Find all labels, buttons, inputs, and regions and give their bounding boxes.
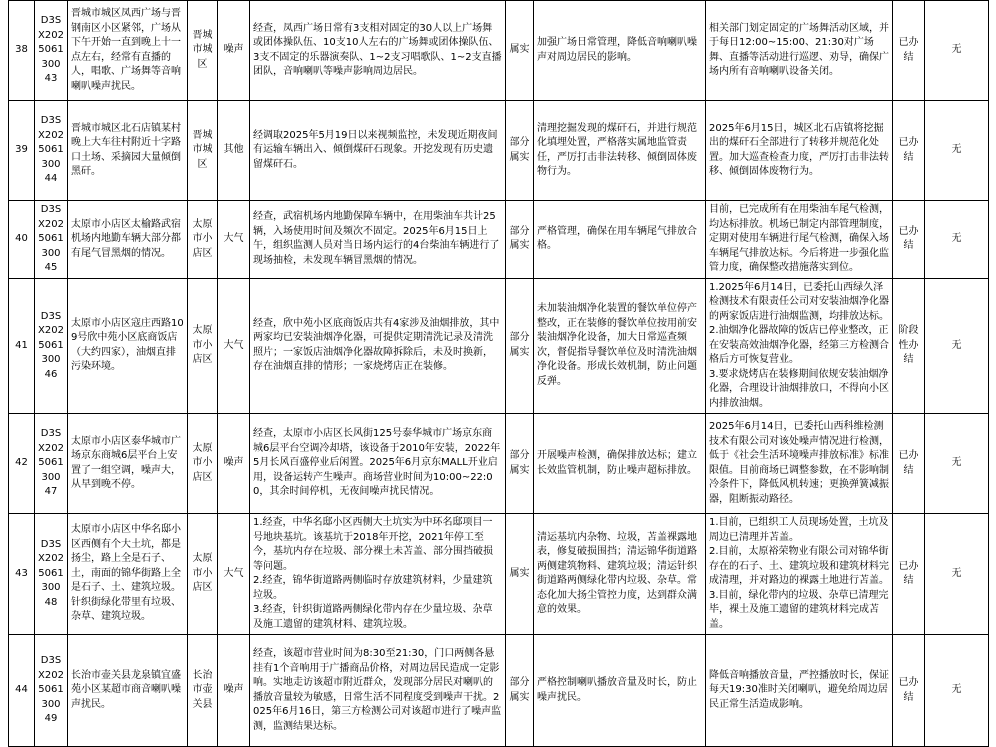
district: 长治市壶关县 [188, 635, 218, 747]
case-status: 已办结 [893, 101, 925, 201]
rectification-progress: 1.目前，已组织工人员现场处置，土坑及周边已清理并苫盖。 2.目前，太原裕荣物业有限公司对锦华街存在的石子、土、建筑垃圾和建筑材料完成清理，并对路边的裸露土地进行苫盖。 3.目前，绿化带内的垃圾、杂草已清理完毕，裸土及施工遗留的建筑材料完成苫盖。 [706, 514, 893, 635]
case-id: D3SX2025061300 47 [35, 414, 68, 514]
issue-description: 晋城市城区凤西广场与晋钢南区小区紧邻，广场从下午开始一直到晚上十一点左右，经常有直播的人，唱歌、广场舞等音响喇叭噪声扰民。 [68, 1, 188, 101]
pollution-type: 噪声 [218, 414, 250, 514]
pollution-type: 其他 [218, 101, 250, 201]
investigation-finding: 经查，太原市小店区长风街125号泰华城市广场京东商城6层平台空调冷却塔，该设备于2010年安装，2022年5月长风百盛停业后闲置。2025年6月京东MALL开业启用，设备运转产生噪声。商场营业时间为10:00~22:00，其余时间停机，无夜间噪声扰民情况。 [250, 414, 506, 514]
investigation-finding: 经调取2025年5月19日以来视频监控，未发现近期夜间有运输车辆出入、倾倒煤矸石现象。开挖发现有历史遗留煤矸石。 [250, 101, 506, 201]
pollution-type: 噪声 [218, 635, 250, 747]
pollution-type: 噪声 [218, 1, 250, 101]
case-id: D3SX2025061300 43 [35, 1, 68, 101]
investigation-finding: 经查，该超市营业时间为8:30至21:30，门口两侧各悬挂有1个音响用于广播商品价格，对周边居民造成一定影响。实地走访该超市附近群众，发现部分居民对喇叭的播放音量较为敏感，日常生活不同程度受到噪声干扰。2025年6月16日，第三方检测公司对该超市进行了噪声监测，监测结果达标。 [250, 635, 506, 747]
table-row [9, 635, 989, 747]
row-number: 42 [9, 414, 35, 514]
table-row [9, 514, 989, 635]
district: 太原市小店区 [188, 514, 218, 635]
table-row [9, 201, 989, 279]
verification-result: 部分属实 [506, 101, 534, 201]
verification-result: 部分属实 [506, 635, 534, 747]
rectification-measure: 清运基坑内杂物、垃圾，苫盖裸露地表，修复破损围挡；清运锦华街道路两侧建筑物料、建筑垃圾；清运针织街道路两侧绿化带内垃圾、杂草。常态化加大扬尘管控力度，达到群众满意的效果。 [534, 514, 706, 635]
row-number: 39 [9, 101, 35, 201]
accountability: 无 [925, 278, 989, 414]
row-number: 43 [9, 514, 35, 635]
accountability: 无 [925, 414, 989, 514]
table-body [9, 1, 989, 747]
rectification-progress: 2025年6月15日，城区北石店镇将挖掘出的煤矸石全部进行了转移并规范化处置。加大巡查检查力度，严厉打击非法转移、倾倒固体废物行为。 [706, 101, 893, 201]
district: 晋城市城区 [188, 1, 218, 101]
pollution-type: 大气 [218, 278, 250, 414]
row-number: 41 [9, 278, 35, 414]
district: 晋城市城区 [188, 101, 218, 201]
investigation-finding: 经查，武宿机场内地勤保障车辆中，在用柴油车共计25辆，入场使用时间及频次不固定。2025年6月15日上午，组织监测人员对当日场内运行的4台柴油车辆进行了现场抽检，未发现车辆冒黑烟的情况。 [250, 201, 506, 279]
table-row [9, 1, 989, 101]
case-id: D3SX2025061300 48 [35, 514, 68, 635]
verification-result: 属实 [506, 1, 534, 101]
district: 太原市小店区 [188, 414, 218, 514]
issue-description: 太原市小店区寇庄西路109号欣中苑小区底商饭店（大约四家），油烟直排污染环境。 [68, 278, 188, 414]
case-status: 已办结 [893, 635, 925, 747]
verification-result: 属实 [506, 514, 534, 635]
case-status: 已办结 [893, 201, 925, 279]
issue-description: 晋城市城区北石店镇某村晚上大车往村附近十字路口土场、采摘园大量倾倒黑矸。 [68, 101, 188, 201]
rectification-measure: 清理挖掘发现的煤矸石，并进行规范化填埋处置，严格落实属地监管责任，严厉打击非法转移、倾倒固体废物行为。 [534, 101, 706, 201]
verification-result: 部分属实 [506, 278, 534, 414]
rectification-progress: 目前，已完成所有在用柴油车尾气检测，均达标排放。机场已制定内部管理制度，定期对使用车辆进行尾气检测，确保入场车辆尾气排放达标。今后将进一步强化监管力度，确保整改措施落实到位。 [706, 201, 893, 279]
accountability: 无 [925, 1, 989, 101]
case-id: D3SX2025061300 45 [35, 201, 68, 279]
verification-result: 部分属实 [506, 414, 534, 514]
pollution-type: 大气 [218, 201, 250, 279]
rectification-measure: 严格控制喇叭播放音量及时长，防止噪声扰民。 [534, 635, 706, 747]
verification-result: 部分属实 [506, 201, 534, 279]
case-id: D3SX2025061300 49 [35, 635, 68, 747]
rectification-measure: 加强广场日常管理，降低音响喇叭噪声对周边居民的影响。 [534, 1, 706, 101]
case-status: 已办结 [893, 514, 925, 635]
accountability: 无 [925, 101, 989, 201]
issue-description: 太原市小店区太榆路武宿机场内地勤车辆大部分都有尾气冒黑烟的情况。 [68, 201, 188, 279]
supervision-table [8, 0, 989, 747]
row-number: 40 [9, 201, 35, 279]
rectification-progress: 相关部门划定固定的广场舞活动区域，并于每日12:00~15:00、21:30对广场舞、直播等活动进行巡逻、劝导，确保广场内所有音响喇叭设备关闭。 [706, 1, 893, 101]
rectification-progress: 1.2025年6月14日，已委托山西绿久泽检测技术有限责任公司对安装油烟净化器的两家饭店进行油烟监测，均排放达标。 2.油烟净化器故障的饭店已停业整改，正在安装高效油烟净化器，经第三方检测合格后方可恢复营业。 3.要求烧烤店在装修期间依规安装油烟净化器，合理设计油烟排放口，不得向小区内排放油烟。 [706, 278, 893, 414]
rectification-progress: 2025年6月14日，已委托山西科维检测技术有限公司对该处噪声情况进行检测，低于《社会生活环境噪声排放标准》标准限值。目前商场已调整参数，在不影响制冷条件下，降低风机转速；更换弹簧减振器，阻断振动路径。 [706, 414, 893, 514]
district: 太原市小店区 [188, 278, 218, 414]
row-number: 38 [9, 1, 35, 101]
investigation-finding: 经查，凤西广场日常有3支相对固定的30人以上广场舞或团体操队伍、10支10人左右的广场舞或团体操队伍、3支不固定的乐器演奏队、1~2支习唱歌队、1~2支直播团队，音响喇叭等噪声影响周边居民。 [250, 1, 506, 101]
investigation-finding: 1.经查，中华名邸小区西侧大土坑实为中环名邸项目一号地块基坑。该基坑于2018年开挖，2021年停工至今，基坑内存在垃圾、部分裸土未苫盖、部分围挡破损等问题。 2.经查，锦华街道路两侧临时存放建筑材料，少量建筑垃圾。 3.经查，针织街道路两侧绿化带内存在少量垃圾、杂草及施工遗留的建筑材料、建筑垃圾。 [250, 514, 506, 635]
case-status: 阶段性办结 [893, 278, 925, 414]
issue-description: 长治市壶关县龙泉镇宜盛苑小区某超市商音喇叭噪声扰民。 [68, 635, 188, 747]
rectification-progress: 降低音响播放音量，严控播放时长，保证每天19:30准时关闭喇叭，避免给周边居民正常生活造成影响。 [706, 635, 893, 747]
accountability: 无 [925, 514, 989, 635]
rectification-measure: 开展噪声检测，确保排放达标；建立长效监管机制，防止噪声超标排放。 [534, 414, 706, 514]
case-id: D3SX2025061300 46 [35, 278, 68, 414]
issue-description: 太原市小店区中华名邸小区西侧有个大土坑，都是扬尘，路上全是石子、土，南面的锦华街路上全是石子、土、建筑垃圾。针织街绿化带里有垃圾、杂草、建筑垃圾。 [68, 514, 188, 635]
rectification-measure: 未加装油烟净化装置的餐饮单位停产整改，正在装修的餐饮单位按用前安装油烟净化设备，加大日常巡查频次，督促指导餐饮单位及时清洗油烟净化设备。形成长效机制，防止问题反弹。 [534, 278, 706, 414]
investigation-finding: 经查，欣中苑小区底商饭店共有4家涉及油烟排放，其中两家均已安装油烟净化器，可提供定期清洗记录及清洗照片；一家饭店油烟净化器故障拆除后，未及时换新，存在油烟直排的情形；一家烧烤店正在装修。 [250, 278, 506, 414]
rectification-measure: 严格管理，确保在用车辆尾气排放合格。 [534, 201, 706, 279]
case-id: D3SX2025061300 44 [35, 101, 68, 201]
case-status: 已办结 [893, 1, 925, 101]
table-row [9, 101, 989, 201]
table-row [9, 278, 989, 414]
case-status: 已办结 [893, 414, 925, 514]
district: 太原市小店区 [188, 201, 218, 279]
accountability: 无 [925, 201, 989, 279]
accountability: 无 [925, 635, 989, 747]
row-number: 44 [9, 635, 35, 747]
issue-description: 太原市小店区泰华城市广场京东商城6层平台上安置了一组空调，噪声大，从早到晚不停。 [68, 414, 188, 514]
pollution-type: 大气 [218, 514, 250, 635]
table-row [9, 414, 989, 514]
